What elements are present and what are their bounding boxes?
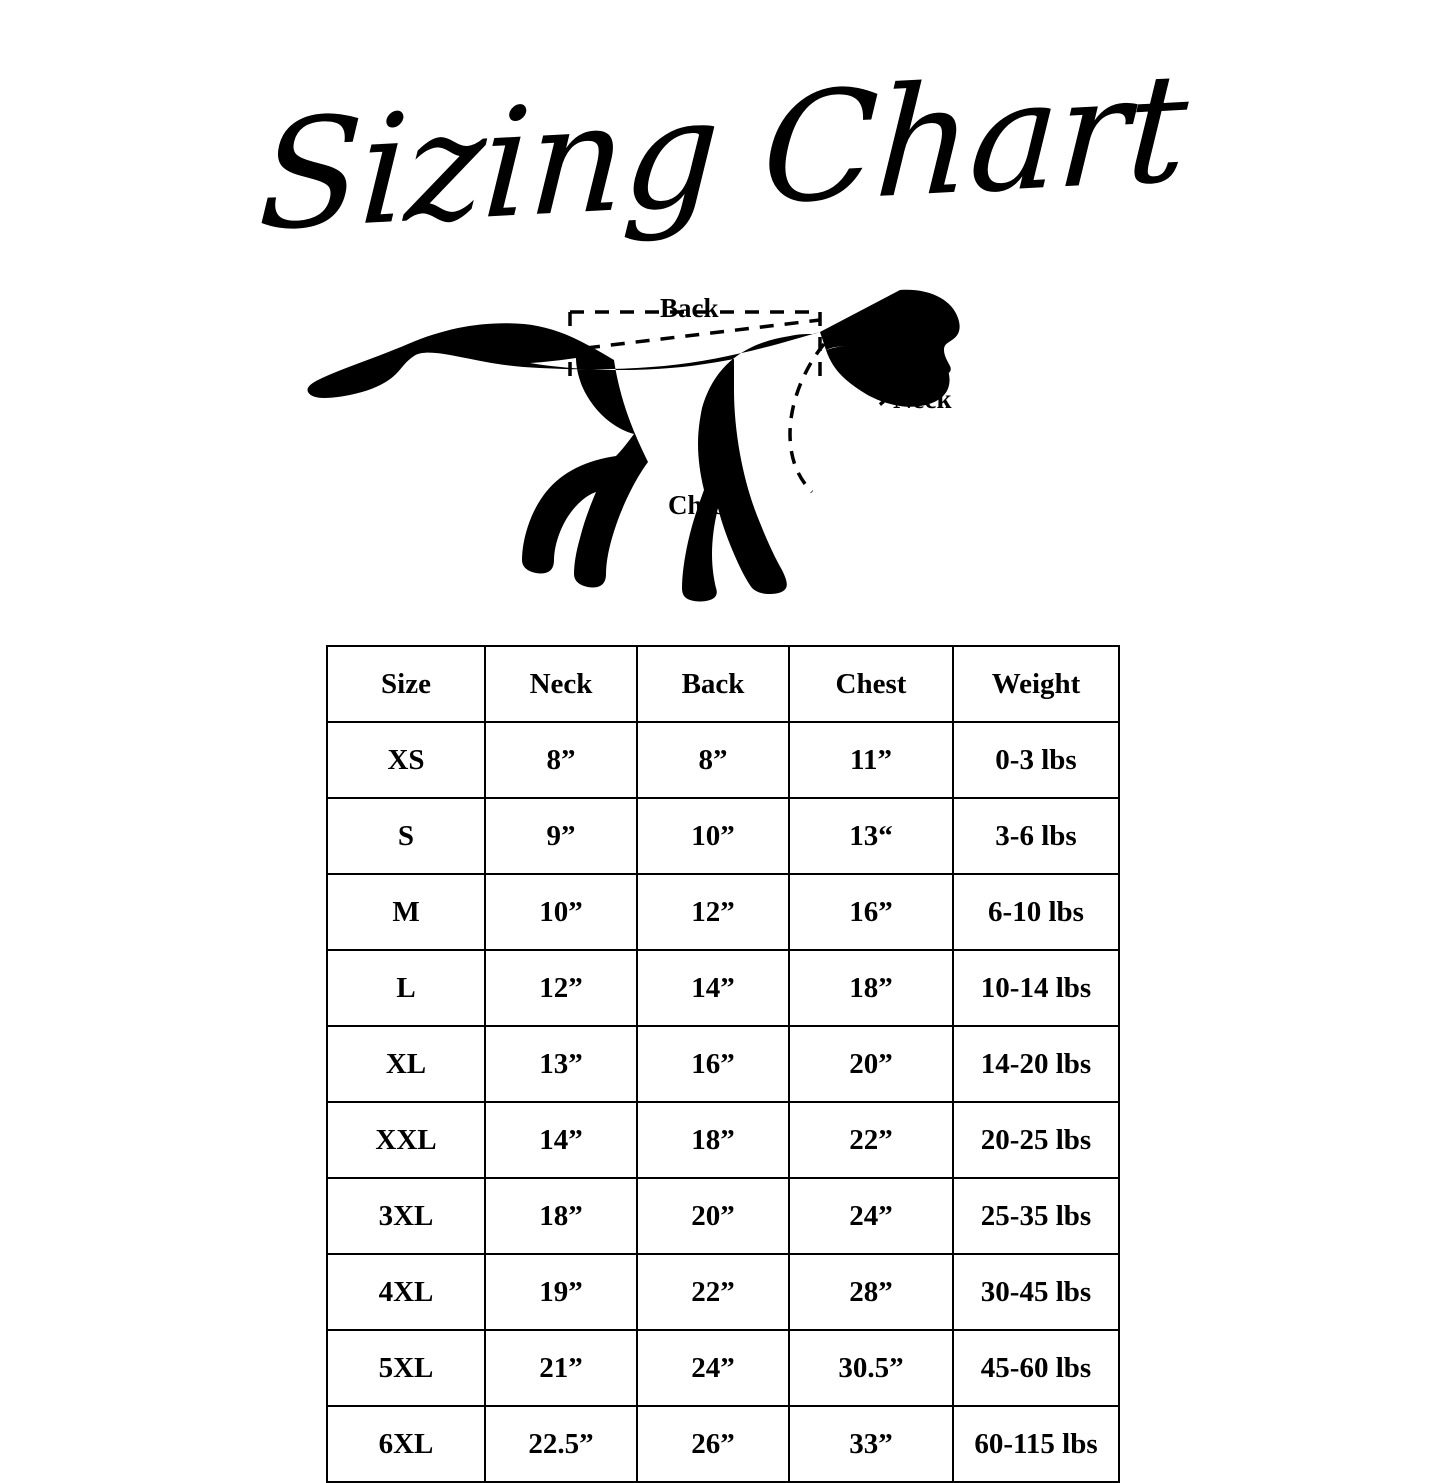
cell-neck: 12”	[485, 950, 637, 1026]
dog-silhouette-icon	[307, 290, 959, 602]
sizing-table	[326, 645, 1120, 1483]
table-row	[327, 1406, 1119, 1482]
cell-chest: 13“	[789, 798, 953, 874]
cell-back: 24”	[637, 1330, 789, 1406]
cell-weight: 6-10 lbs	[953, 874, 1119, 950]
cell-weight: 0-3 lbs	[953, 722, 1119, 798]
cell-back: 12”	[637, 874, 789, 950]
label-neck: Neck	[893, 384, 952, 414]
table-row	[327, 1178, 1119, 1254]
cell-back: 8”	[637, 722, 789, 798]
cell-back: 22”	[637, 1254, 789, 1330]
cell-size: XXL	[327, 1102, 485, 1178]
cell-size: L	[327, 950, 485, 1026]
cell-chest: 11”	[789, 722, 953, 798]
cell-chest: 18”	[789, 950, 953, 1026]
column-header-back: Back	[637, 646, 789, 722]
cell-neck: 22.5”	[485, 1406, 637, 1482]
column-header-chest: Chest	[789, 646, 953, 722]
cell-back: 20”	[637, 1178, 789, 1254]
cell-weight: 45-60 lbs	[953, 1330, 1119, 1406]
cell-back: 16”	[637, 1026, 789, 1102]
cell-chest: 16”	[789, 874, 953, 950]
cell-size: XL	[327, 1026, 485, 1102]
cell-size: 5XL	[327, 1330, 485, 1406]
cell-chest: 24”	[789, 1178, 953, 1254]
page-title-text: Sizing Chart	[255, 41, 1190, 265]
cell-back: 14”	[637, 950, 789, 1026]
table-row	[327, 1102, 1119, 1178]
table-row	[327, 1254, 1119, 1330]
table-row	[327, 798, 1119, 874]
cell-chest: 20”	[789, 1026, 953, 1102]
cell-neck: 14”	[485, 1102, 637, 1178]
cell-size: M	[327, 874, 485, 950]
cell-size: XS	[327, 722, 485, 798]
cell-weight: 3-6 lbs	[953, 798, 1119, 874]
cell-weight: 14-20 lbs	[953, 1026, 1119, 1102]
cell-neck: 18”	[485, 1178, 637, 1254]
cell-neck: 8”	[485, 722, 637, 798]
cell-size: 3XL	[327, 1178, 485, 1254]
table-row	[327, 950, 1119, 1026]
column-header-weight: Weight	[953, 646, 1119, 722]
cell-back: 26”	[637, 1406, 789, 1482]
table-row	[327, 1330, 1119, 1406]
cell-neck: 21”	[485, 1330, 637, 1406]
cell-neck: 10”	[485, 874, 637, 950]
cell-chest: 28”	[789, 1254, 953, 1330]
cell-weight: 30-45 lbs	[953, 1254, 1119, 1330]
label-back: Back	[660, 293, 719, 323]
cell-back: 10”	[637, 798, 789, 874]
cell-back: 18”	[637, 1102, 789, 1178]
dog-measurement-diagram	[0, 270, 1445, 630]
cell-size: 4XL	[327, 1254, 485, 1330]
column-header-size: Size	[327, 646, 485, 722]
table-row	[327, 874, 1119, 950]
table-header-row	[327, 646, 1119, 722]
page-title	[0, 18, 1445, 288]
cell-weight: 10-14 lbs	[953, 950, 1119, 1026]
table-row	[327, 1026, 1119, 1102]
cell-chest: 33”	[789, 1406, 953, 1482]
cell-weight: 60-115 lbs	[953, 1406, 1119, 1482]
cell-size: S	[327, 798, 485, 874]
cell-weight: 20-25 lbs	[953, 1102, 1119, 1178]
cell-neck: 13”	[485, 1026, 637, 1102]
cell-neck: 9”	[485, 798, 637, 874]
cell-weight: 25-35 lbs	[953, 1178, 1119, 1254]
sizing-table-container	[326, 645, 1118, 1483]
cell-size: 6XL	[327, 1406, 485, 1482]
label-chest: Chest	[668, 490, 734, 520]
cell-neck: 19”	[485, 1254, 637, 1330]
column-header-neck: Neck	[485, 646, 637, 722]
cell-chest: 30.5”	[789, 1330, 953, 1406]
table-row	[327, 722, 1119, 798]
cell-chest: 22”	[789, 1102, 953, 1178]
